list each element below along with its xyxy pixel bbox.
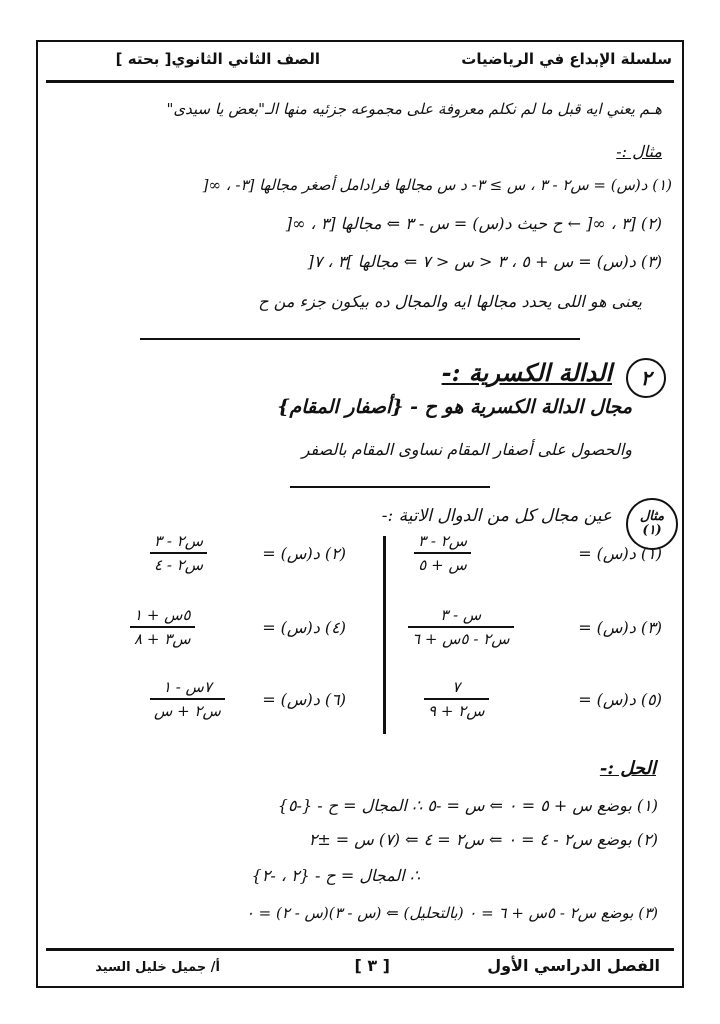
- fraction-2-denominator: س٢ - ٤: [154, 556, 204, 574]
- series-title: سلسلة الإبداع في الرياضيات: [461, 50, 672, 68]
- example-label: مثال :-: [616, 142, 662, 161]
- function-label-6: (٦) د(س) =: [262, 690, 346, 709]
- section-divider-2: [290, 486, 490, 488]
- example-badge: مثال (١): [626, 498, 678, 550]
- footer-author: أ/ جميل خليل السيد: [95, 960, 220, 975]
- fraction-4-numerator: ٥س + ١: [134, 606, 191, 624]
- fraction-1-denominator: س + ٥: [418, 556, 467, 574]
- solution-line-4: (٣) بوضع س٢ - ٥س + ٦ = ٠ (بالتحليل) ⇐ (س - ٣)(س - ٢) = ٠: [245, 904, 658, 922]
- fraction-3-bar: [408, 626, 514, 628]
- footer-term: الفصل الدراسي الأول: [487, 956, 660, 975]
- fraction-1: [414, 532, 471, 574]
- fraction-6-numerator: ٧س - ١: [162, 678, 212, 696]
- footer-rule: [46, 948, 674, 951]
- function-label-5: (٥) د(س) =: [578, 690, 662, 709]
- solution-line-2: (٢) بوضع س٢ - ٤ = ٠ ⇐ س٢ = ٤ ⇐ (٧) س = ±٢: [308, 830, 658, 849]
- fraction-1-bar: [414, 552, 471, 554]
- fraction-2-numerator: س٢ - ٣: [154, 532, 204, 550]
- intro-line: هـم يعني ايه قبل ما لم نكلم معروفة على مجموعه جزئيه منها الـ"بعض يا سيدى": [166, 100, 662, 118]
- section-number-badge: ٢: [626, 358, 666, 398]
- fraction-5-numerator: ٧: [452, 678, 461, 696]
- column-divider: [383, 536, 386, 734]
- fraction-2-bar: [150, 552, 207, 554]
- fraction-6: [150, 678, 225, 720]
- fraction-3-denominator: س٢ - ٥س + ٦: [412, 630, 510, 648]
- fraction-6-bar: [150, 698, 225, 700]
- example-prompt: عين مجال كل من الدوال الاتية :-: [381, 506, 612, 526]
- fraction-5-bar: [424, 698, 489, 700]
- fraction-5-denominator: س٢ + ٩: [428, 702, 485, 720]
- function-label-1: (١) د(س) =: [578, 544, 662, 563]
- intro-item-4: يعنى هو اللى يحدد مجالها ايه والمجال ده بيكون جزء من ح: [258, 292, 642, 311]
- fraction-5: [424, 678, 489, 720]
- fraction-4-bar: [130, 626, 195, 628]
- fraction-3-numerator: س - ٣: [440, 606, 482, 624]
- section-divider: [140, 338, 580, 340]
- section-title: الدالة الكسرية :-: [441, 358, 612, 387]
- fraction-4-denominator: س٣ + ٨: [134, 630, 191, 648]
- grade-label: الصف الثاني الثانوي[ بحته ]: [115, 50, 320, 68]
- intro-item-3: (٣) د(س) = س + ٥ ، ٣ < س < ٧ ⇐ مجالها ]٣ ، ٧[: [307, 252, 662, 271]
- fraction-6-denominator: س٢ + س: [154, 702, 221, 720]
- solution-line-3: ∴ المجال = ح - {٢ ، -٢}: [251, 866, 420, 885]
- solution-label: الحل :-: [599, 758, 656, 779]
- header-rule: [46, 80, 674, 83]
- fraction-3: [408, 606, 514, 648]
- fraction-4: [130, 606, 195, 648]
- rational-domain-note: والحصول على أصفار المقام نساوى المقام بالصفر: [301, 440, 632, 459]
- fraction-1-numerator: س٢ - ٣: [418, 532, 468, 550]
- intro-item-2: (٢) [٣ ، ∞[ ← ح حيث د(س) = س - ٣ ⇐ مجالها [٣ ، ∞[: [285, 214, 662, 233]
- function-label-3: (٣) د(س) =: [578, 618, 662, 637]
- function-label-4: (٤) د(س) =: [262, 618, 346, 637]
- page-number: [ ٣ ]: [354, 956, 390, 975]
- rational-domain-rule: مجال الدالة الكسرية هو ح - {أصفار المقام}: [277, 396, 632, 418]
- intro-item-1: (١) د(س) = س٢ - ٣ ، س ≥ ٣- د س مجالها فرادامل أصغر مجالها [٣- ، ∞[: [202, 176, 672, 194]
- fraction-2: [150, 532, 207, 574]
- function-label-2: (٢) د(س) =: [262, 544, 346, 563]
- solution-line-1: (١) بوضع س + ٥ = ٠ ⇐ س = -٥ ∴ المجال = ح - {-٥}: [277, 796, 658, 815]
